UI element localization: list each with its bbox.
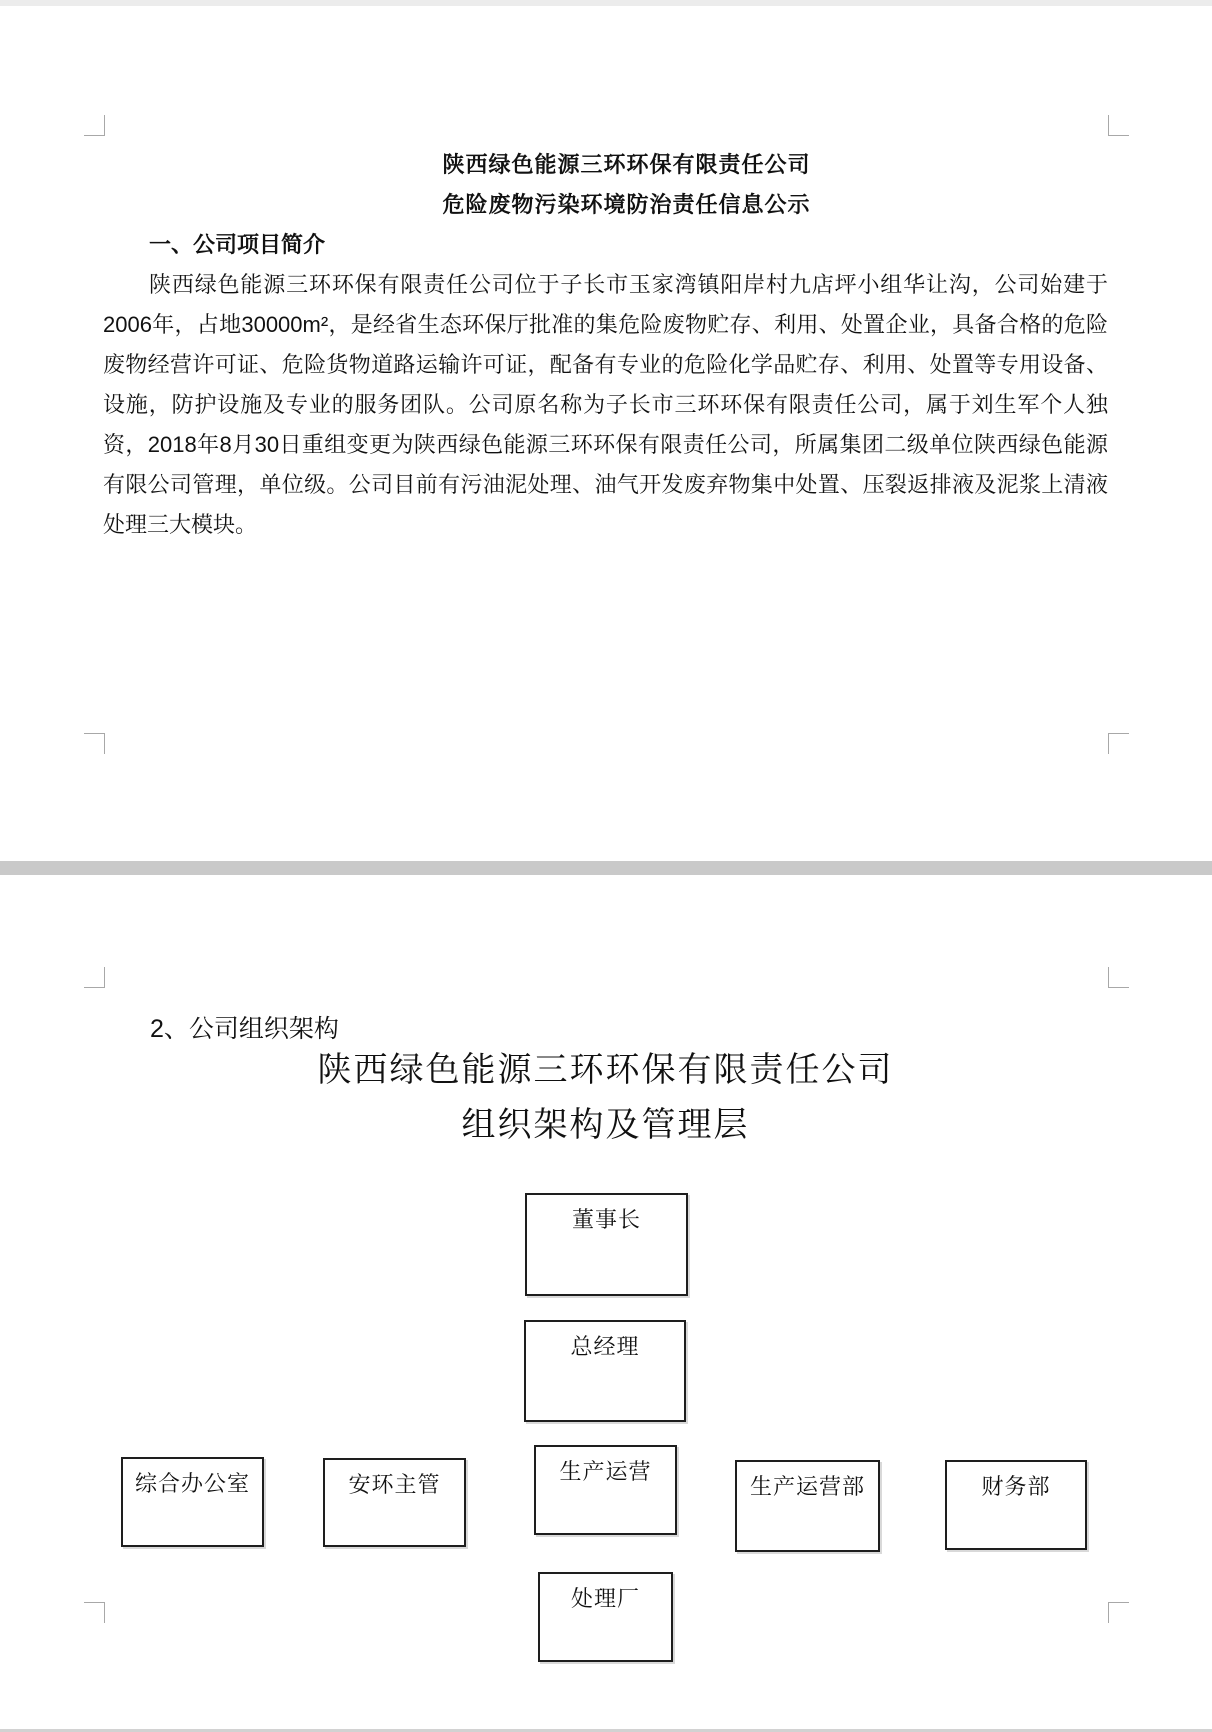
- org-box-chairman: [525, 1193, 688, 1296]
- page2-crop-mark-top-right: [1108, 967, 1129, 988]
- org-chart-title-line-1: 陕西绿色能源三环环保有限责任公司: [317, 1051, 894, 1089]
- page-separator: [0, 861, 1212, 875]
- org-box-label: 综合办公室: [134, 1471, 250, 1496]
- page2-crop-mark-bottom-left: [84, 1602, 105, 1623]
- org-box-production-operation-dept: [735, 1460, 880, 1552]
- page1-crop-mark-bottom-right: [1108, 733, 1129, 754]
- page1-text-block: [103, 145, 1108, 545]
- page1-crop-mark-bottom-left: [84, 733, 105, 754]
- org-box-finance-dept: [945, 1460, 1087, 1550]
- org-box-label: 董事长: [571, 1207, 641, 1232]
- org-chart-title-line-2: 组织架构及管理层: [461, 1106, 750, 1144]
- org-box-production-operation: [534, 1445, 677, 1535]
- page2-crop-mark-bottom-right: [1108, 1602, 1129, 1623]
- org-box-label: 总经理: [570, 1334, 640, 1359]
- page1-crop-mark-top-left: [84, 115, 105, 136]
- doc-title-line-1: 陕西绿色能源三环环保有限责任公司: [442, 152, 811, 177]
- org-box-safety-env-supervisor: [323, 1458, 466, 1547]
- section-2-heading: 2、公司组织架构: [150, 1015, 339, 1043]
- page1-crop-mark-top-right: [1108, 115, 1129, 136]
- org-box-label: 安环主管: [348, 1472, 441, 1497]
- org-box-general-manager: [524, 1320, 686, 1422]
- doc-title-line-2: 危险废物污染环境防治责任信息公示: [442, 192, 811, 217]
- section-1-paragraph: 陕西绿色能源三环环保有限责任公司位于子长市玉家湾镇阳岸村九店坪小组华让沟，公司始建于2006年，占地30000m²，是经省生态环保厅批准的集危险废物贮存、利用、处置企业，具备合格的危险废物经营许可证、危险货物道路运输许可证，配备有专业的危险化学品贮存、利用、处置等专用设备、设施，防护设施及专业的服务团队。公司原名称为子长市三环环保有限责任公司，属于刘生军个人独资，2018年8月30日重组变更为陕西绿色能源三环环保有限责任公司，所属集团二级单位陕西绿色能源有限公司管理，单位级。公司目前有污油泥处理、油气开发废弃物集中处置、压裂返排液及泥浆上清液处理三大模块。: [103, 272, 1108, 537]
- org-box-label: 财务部: [981, 1474, 1051, 1499]
- org-box-label: 处理厂: [570, 1586, 640, 1611]
- org-box-label: 生产运营部: [749, 1474, 865, 1499]
- org-box-treatment-plant: [538, 1572, 673, 1662]
- org-box-general-office: [121, 1457, 264, 1547]
- page2-crop-mark-top-left: [84, 967, 105, 988]
- section-1-heading: 一、公司项目简介: [149, 232, 326, 257]
- top-edge-strip: [0, 0, 1212, 6]
- org-box-label: 生产运营: [559, 1459, 652, 1484]
